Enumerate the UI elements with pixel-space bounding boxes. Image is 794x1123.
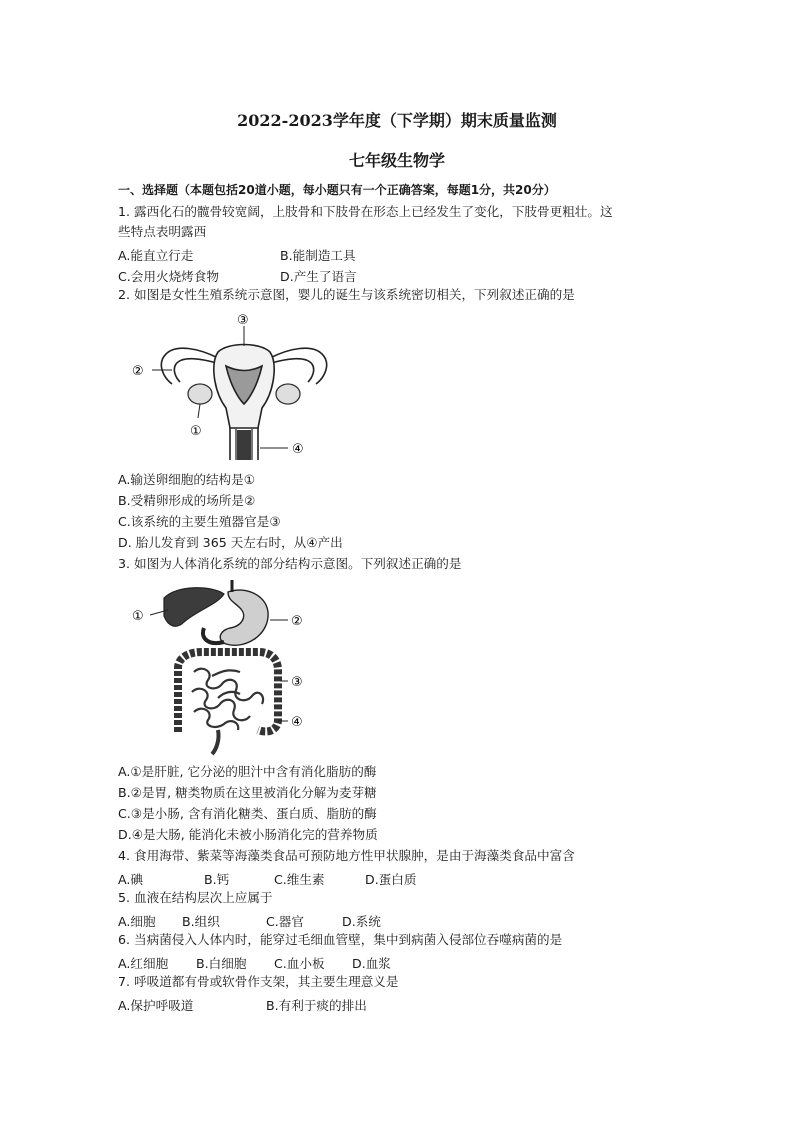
q1-option-a: A.能直立行走: [118, 248, 194, 263]
exam-subtitle: 七年级生物学: [348, 151, 445, 170]
q2-label-2: ②: [132, 364, 144, 379]
q6-option-b: B.白细胞: [196, 956, 247, 971]
q2-option-d: D. 胎儿发育到 365 天左右时，从④产出: [118, 535, 343, 550]
q1-option-b: B.能制造工具: [280, 248, 356, 263]
q2-option-a: A.输送卵细胞的结构是①: [118, 472, 256, 487]
q4-option-c: C.维生素: [274, 872, 325, 887]
q2-label-1: ①: [190, 424, 202, 439]
q3-option-c: C.③是小肠, 含有消化糖类、蛋白质、脂肪的酶: [118, 806, 377, 821]
q3-option-a: A.①是肝脏, 它分泌的胆汁中含有消化脂肪的酶: [118, 764, 377, 779]
q7-option-b: B.有利于痰的排出: [266, 998, 367, 1013]
q3-option-b: B.②是胃, 糖类物质在这里被消化分解为麦芽糖: [118, 785, 377, 800]
q2-label-3: ③: [237, 313, 249, 328]
q4-option-b: B.钙: [204, 872, 230, 887]
female-reproductive-system-figure: [128, 308, 360, 464]
q5-option-d: D.系统: [342, 914, 381, 929]
q6-option-c: C.血小板: [274, 956, 325, 971]
q2-option-b: B.受精卵形成的场所是②: [118, 493, 256, 508]
q2-label-4: ④: [292, 442, 304, 457]
q5-option-a: A.细胞: [118, 914, 156, 929]
q1-option-d: D.产生了语言: [280, 269, 357, 284]
q6-stem: 6. 当病菌侵入人体内时，能穿过毛细血管壁，集中到病菌入侵部位吞噬病菌的是: [118, 932, 563, 947]
q4-option-d: D.蛋白质: [365, 872, 417, 887]
q5-option-b: B.组织: [182, 914, 220, 929]
q4-option-a: A.碘: [118, 872, 143, 887]
q3-label-3: ③: [291, 675, 303, 690]
q5-stem: 5. 血液在结构层次上应属于: [118, 890, 273, 905]
q6-option-d: D.血浆: [352, 956, 391, 971]
q3-label-2: ②: [291, 614, 303, 629]
exam-title: 2022-2023学年度（下学期）期末质量监测: [237, 111, 557, 130]
q3-option-d: D.④是大肠, 能消化未被小肠消化完的营养物质: [118, 827, 378, 842]
q3-stem: 3. 如图为人体消化系统的部分结构示意图。下列叙述正确的是: [118, 556, 462, 571]
digestive-system-figure: [128, 580, 314, 758]
q3-label-4: ④: [291, 715, 303, 730]
q4-stem: 4. 食用海带、紫菜等海藻类食品可预防地方性甲状腺肿，是由于海藻类食品中富含: [118, 848, 575, 863]
q1-option-c: C.会用火烧烤食物: [118, 269, 219, 284]
q5-option-c: C.器官: [266, 914, 304, 929]
q2-option-c: C.该系统的主要生殖器官是③: [118, 514, 281, 529]
q3-label-1: ①: [132, 609, 144, 624]
q2-stem: 2. 如图是女性生殖系统示意图，婴儿的诞生与该系统密切相关，下列叙述正确的是: [118, 287, 575, 302]
q6-option-a: A.红细胞: [118, 956, 169, 971]
section-heading: 一、选择题（本题包括20道小题，每小题只有一个正确答案，每题1分，共20分）: [118, 183, 556, 197]
q1-stem-line1: 1. 露西化石的髋骨较宽阔，上肢骨和下肢骨在形态上已经发生了变化，下肢骨更粗壮。这: [118, 204, 613, 219]
q1-stem-line2: 些特点表明露西: [118, 224, 207, 239]
q7-option-a: A.保护呼吸道: [118, 998, 194, 1013]
q7-stem: 7. 呼吸道都有骨或软骨作支架，其主要生理意义是: [118, 974, 399, 989]
